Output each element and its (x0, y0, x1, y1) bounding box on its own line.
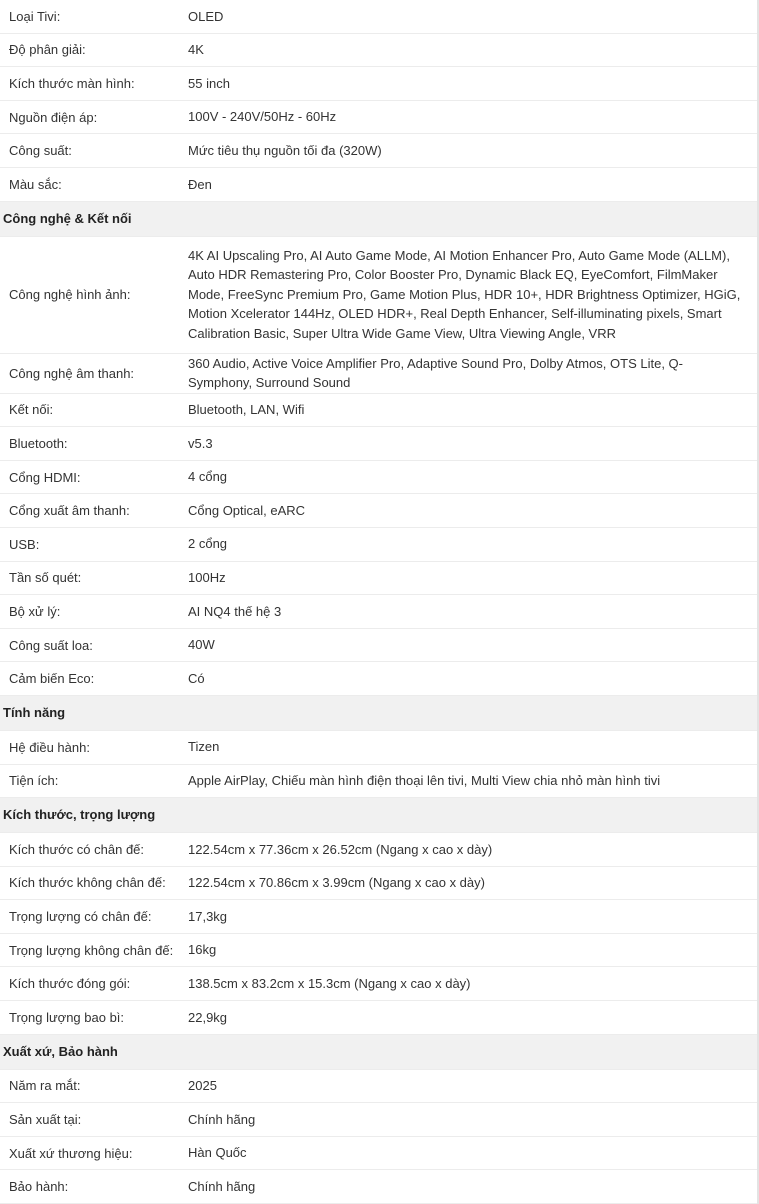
spec-value: Tizen (188, 739, 220, 755)
spec-row (0, 629, 757, 663)
spec-row (0, 765, 757, 799)
spec-label: Sản xuất tại: (9, 1112, 82, 1128)
spec-label: Công suất loa: (9, 637, 93, 653)
spec-value: Mức tiêu thụ nguồn tối đa (320W) (188, 142, 382, 158)
spec-value: Apple AirPlay, Chiếu màn hình điện thoại lên tivi, Multi View chia nhỏ màn hình tivi (188, 773, 661, 789)
spec-row (0, 134, 757, 168)
spec-value: AI NQ4 thế hệ 3 (188, 603, 282, 619)
spec-value: Hàn Quốc (188, 1145, 247, 1161)
spec-label: Tần số quét: (9, 570, 82, 586)
spec-label: Trọng lượng có chân đế: (9, 909, 152, 925)
spec-label: Cổng HDMI: (9, 469, 81, 485)
spec-row (0, 1070, 757, 1104)
spec-label: Bluetooth: (9, 435, 68, 451)
spec-label: Cảm biến Eco: (9, 671, 95, 687)
spec-label: Màu sắc: (9, 176, 62, 192)
spec-value: 16kg (188, 942, 217, 958)
section-heading: Tính năng (0, 696, 757, 731)
spec-row (0, 1170, 757, 1204)
section-heading: Xuất xứ, Bảo hành (0, 1035, 757, 1070)
spec-row (0, 731, 757, 765)
spec-value: 17,3kg (188, 908, 228, 924)
spec-section-general (0, 0, 757, 202)
spec-value: 4K (188, 42, 204, 58)
spec-value: 360 Audio, Active Voice Amplifier Pro, Adaptive Sound Pro, Dolby Atmos, OTS Lite, Q-Symphony, Surround Sound (188, 355, 683, 391)
spec-label: Bộ xử lý: (9, 603, 61, 619)
spec-value: Chính hãng (188, 1178, 256, 1194)
spec-row (0, 662, 757, 696)
spec-label: Kích thước không chân đế: (9, 875, 166, 891)
spec-label: Hệ điều hành: (9, 739, 90, 755)
spec-value: Bluetooth, LAN, Wifi (188, 402, 305, 418)
spec-value: Cổng Optical, eARC (188, 502, 306, 518)
spec-row (0, 394, 757, 428)
spec-label: Công suất: (9, 143, 72, 159)
spec-label: Loại Tivi: (9, 8, 61, 24)
spec-row (0, 0, 757, 34)
spec-row (0, 595, 757, 629)
spec-row (0, 101, 757, 135)
spec-label: USB: (9, 536, 40, 552)
spec-row (0, 1137, 757, 1171)
spec-label: Cổng xuất âm thanh: (9, 503, 130, 519)
spec-value: 2025 (188, 1078, 217, 1094)
spec-row (0, 833, 757, 867)
spec-label: Kích thước đóng gói: (9, 976, 131, 992)
spec-row (0, 900, 757, 934)
section-heading: Công nghệ & Kết nối (0, 202, 757, 237)
spec-label: Xuất xứ thương hiệu: (9, 1145, 133, 1161)
spec-row (0, 494, 757, 528)
spec-value: v5.3 (188, 435, 213, 451)
spec-label: Kích thước màn hình: (9, 75, 135, 91)
spec-row (0, 67, 757, 101)
spec-value: 138.5cm x 83.2cm x 15.3cm (Ngang x cao x dày) (188, 976, 471, 992)
spec-label: Tiện ích: (9, 773, 59, 789)
spec-value: 122.54cm x 70.86cm x 3.99cm (Ngang x cao x dày) (188, 875, 485, 891)
spec-value: 4 cổng (188, 469, 228, 485)
spec-row (0, 1103, 757, 1137)
section-heading: Kích thước, trọng lượng (0, 798, 757, 833)
spec-value: 122.54cm x 77.36cm x 26.52cm (Ngang x cao x dày) (188, 841, 493, 857)
spec-row (0, 562, 757, 596)
spec-value: OLED (188, 8, 224, 24)
spec-value: Có (188, 670, 205, 686)
spec-label: Trọng lượng bao bì: (9, 1009, 125, 1025)
spec-value: Chính hãng (188, 1111, 256, 1127)
spec-row (0, 934, 757, 968)
spec-section-origin-warranty (0, 1035, 757, 1204)
spec-row (0, 1001, 757, 1035)
spec-row (0, 34, 757, 68)
spec-label: Công nghệ âm thanh: (9, 365, 135, 381)
spec-row (0, 237, 757, 354)
spec-label: Bảo hành: (9, 1179, 69, 1195)
spec-label: Kích thước có chân đế: (9, 841, 145, 857)
spec-value: Đen (188, 176, 212, 192)
spec-value: 4K AI Upscaling Pro, AI Auto Game Mode, AI Motion Enhancer Pro, Auto Game Mode (ALLM), Auto HDR Remastering Pro, Color Booster Pro, Dynamic Black EQ, EyeComfort, FilmMaker Mode, FreeSync Premium Pro, Game Motion Plus, HDR 10+, HDR Brightness Optimizer, HGiG, Motion Xcelerator 144Hz, OLED HDR+, Real Depth Enhancer, Self-illuminating pixels, Smart Calibration Basic, Super Ultra Wide Game View, Ultra Viewing Angle, VRR (188, 247, 741, 341)
spec-row (0, 528, 757, 562)
spec-value: 100V - 240V/50Hz - 60Hz (188, 109, 337, 125)
spec-row (0, 354, 757, 394)
spec-label: Kết nối: (9, 402, 54, 418)
spec-value: 40W (188, 637, 215, 653)
spec-value: 100Hz (188, 570, 226, 586)
spec-section-dimensions (0, 798, 757, 1035)
spec-label: Trọng lượng không chân đế: (9, 942, 174, 958)
spec-value: 2 cổng (188, 536, 228, 552)
spec-value: 55 inch (188, 75, 230, 91)
spec-label: Công nghệ hình ảnh: (9, 287, 131, 303)
spec-label: Năm ra mắt: (9, 1078, 81, 1094)
spec-row (0, 867, 757, 901)
spec-label: Độ phân giải: (9, 42, 86, 58)
spec-row (0, 427, 757, 461)
spec-value: 22,9kg (188, 1009, 228, 1025)
spec-label: Nguồn điện áp: (9, 109, 98, 125)
spec-row (0, 168, 757, 202)
spec-row (0, 461, 757, 495)
spec-row (0, 967, 757, 1001)
spec-section-features (0, 696, 757, 798)
spec-section-technology (0, 202, 757, 696)
